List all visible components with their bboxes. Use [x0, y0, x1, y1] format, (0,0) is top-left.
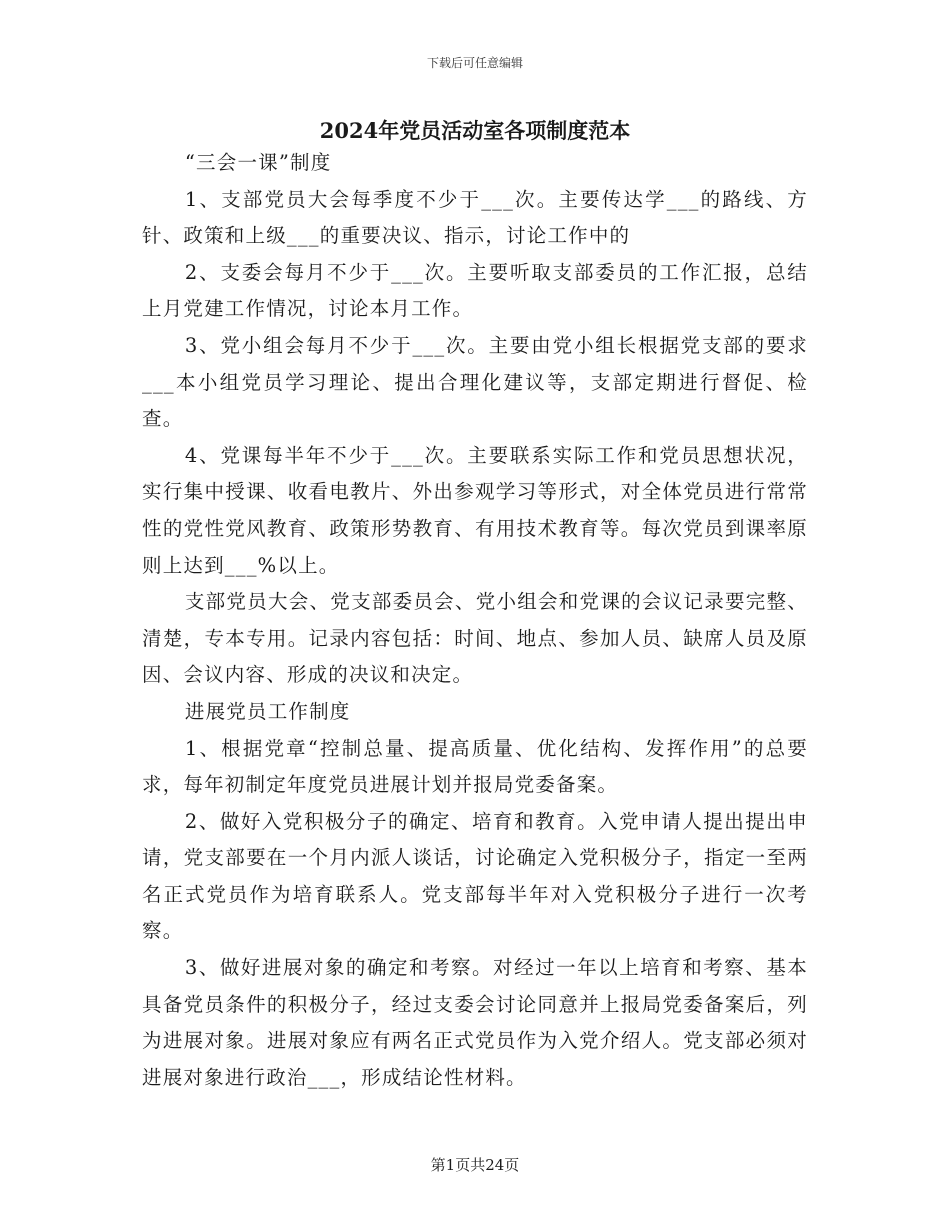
paragraph: 4、党课每半年不少于___次。主要联系实际工作和党员思想状况，实行集中授课、收看电教片、外出参观学习等形式，对全体党员进行常常性的党性党风教育、政策形势教育、有用技术教育等。每次党员到课率原则上达到___%以上。 [142, 443, 808, 577]
paragraph: 3、党小组会每月不少于___次。主要由党小组长根据党支部的要求___本小组党员学习理论、提出合理化建议等，支部定期进行督促、检查。 [142, 333, 808, 431]
paragraph: 1、根据党章“控制总量、提高质量、优化结构、发挥作用”的总要求，每年初制定年度党员进展计划并报局党委备案。 [142, 736, 808, 797]
document-title: 2024年党员活动室各项制度范本 [319, 118, 631, 143]
paragraph: 2、支委会每月不少于___次。主要听取支部委员的工作汇报，总结上月党建工作情况，讨论本月工作。 [142, 260, 808, 321]
section-heading-three-meetings: “三会一课”制度 [184, 151, 332, 174]
section-heading-member-development: 进展党员工作制度 [184, 699, 351, 723]
paragraph: 支部党员大会、党支部委员会、党小组会和党课的会议记录要完整、清楚，专本专用。记录内容包括：时间、地点、参加人员、缺席人员及原因、会议内容、形成的决议和决定。 [142, 590, 808, 687]
page-number: 第1页共24页 [430, 1156, 520, 1174]
paragraph: 2、做好入党积极分子的确定、培育和教育。入党申请人提出提出申请，党支部要在一个月内派人谈话，讨论确定入党积极分子，指定一至两名正式党员作为培育联系人。党支部每半年对入党积极分子进行一次考察。 [142, 809, 808, 943]
document-body [142, 145, 808, 1096]
header-note: 下载后可任意编辑 [426, 56, 523, 70]
paragraph: 3、做好进展对象的确定和考察。对经过一年以上培育和考察、基本具备党员条件的积极分子，经过支委会讨论同意并上报局党委备案后，列为进展对象。进展对象应有两名正式党员作为入党介绍人。党支部必须对进展对象进行政治___，形成结论性材料。 [142, 956, 808, 1089]
paragraph: 1、支部党员大会每季度不少于___次。主要传达学___的路线、方针、政策和上级___的重要决议、指示，讨论工作中的 [142, 187, 808, 248]
